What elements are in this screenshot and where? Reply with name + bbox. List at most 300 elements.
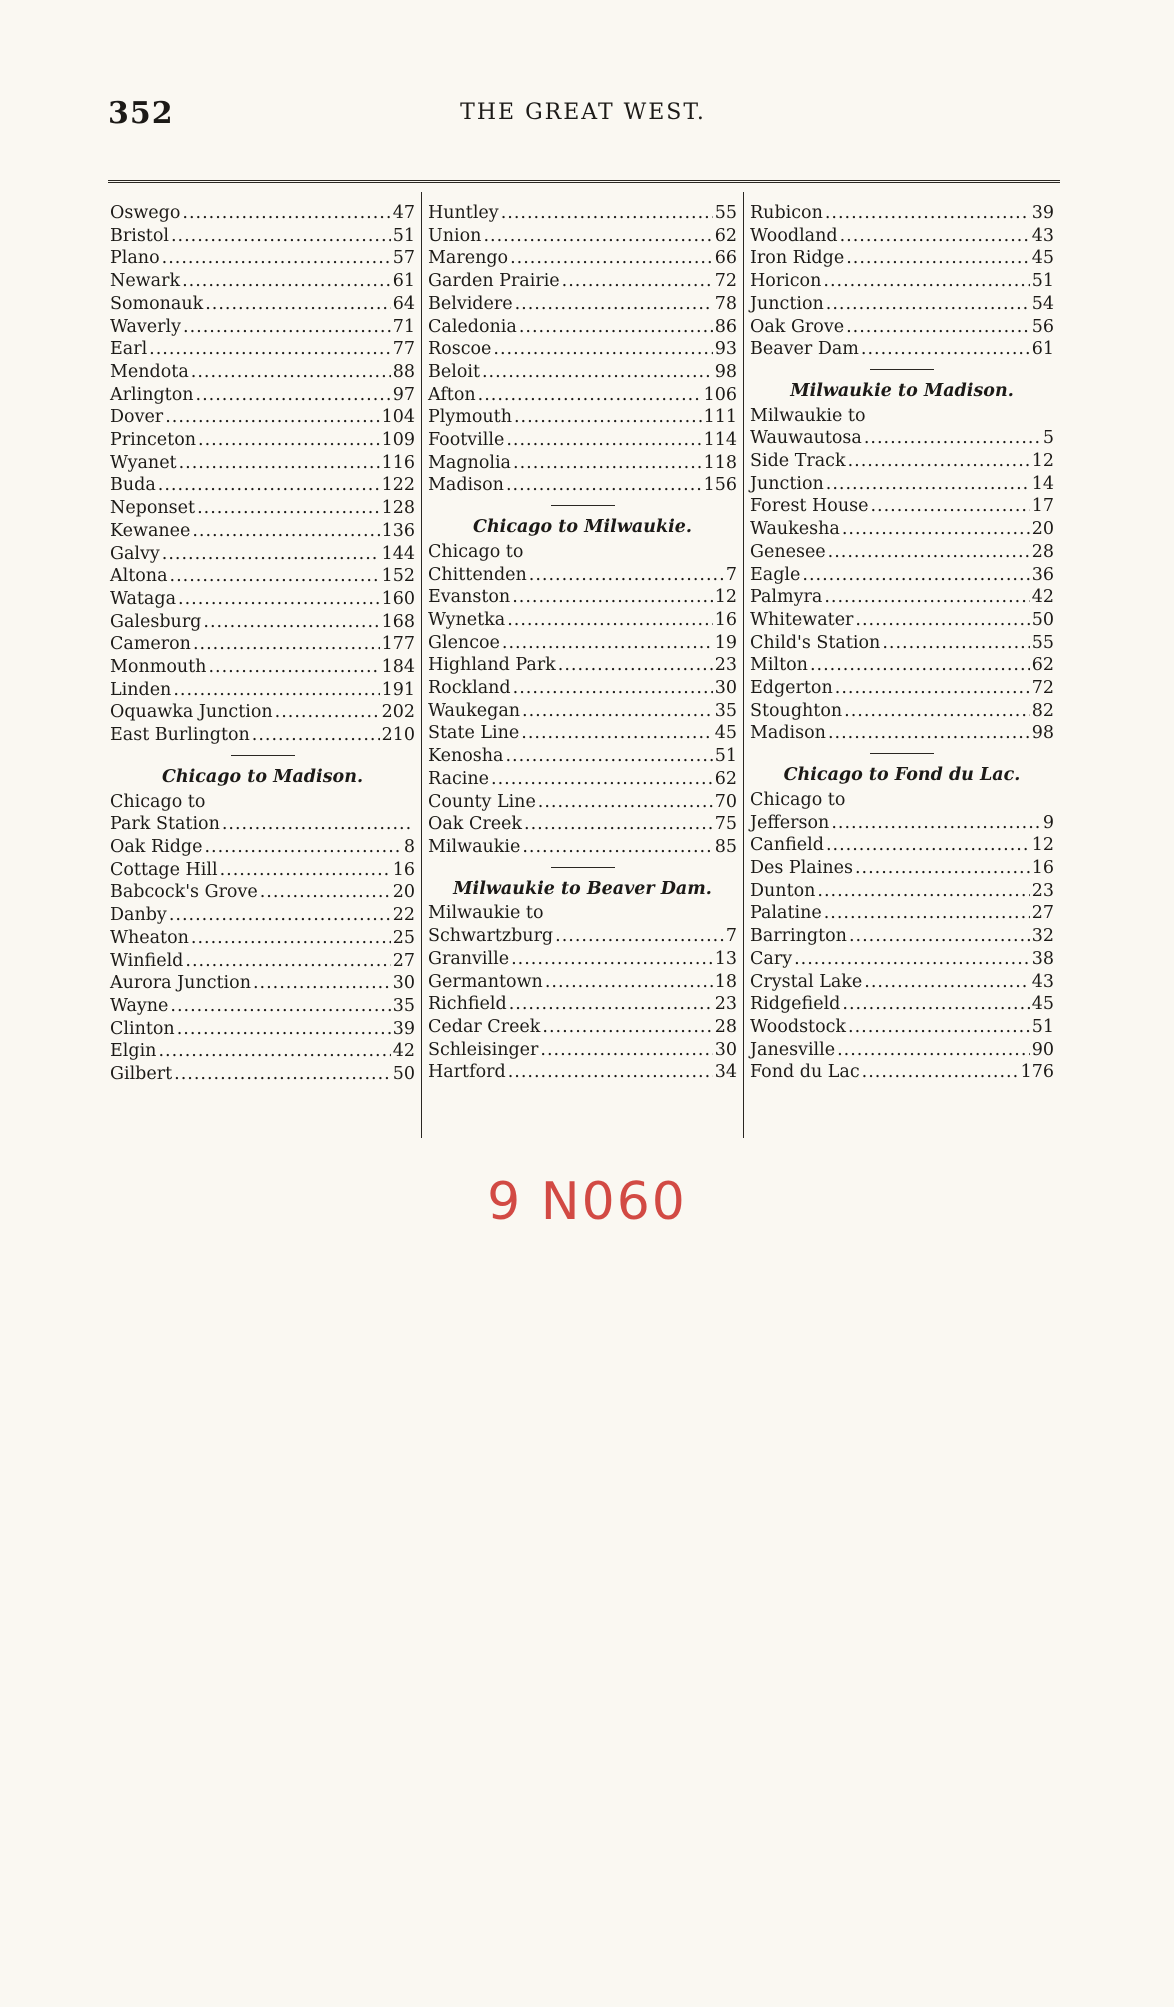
dot-leader <box>849 925 1030 948</box>
station-distance: 20 <box>392 882 415 903</box>
table-row <box>428 1061 737 1084</box>
station-name: Granville <box>428 948 510 969</box>
station-distance: 23 <box>1031 880 1054 901</box>
table-row <box>110 724 415 747</box>
station-distance: 27 <box>392 950 415 971</box>
station-name: Danby <box>110 905 167 926</box>
route-origin: Milwaukie to <box>750 405 866 426</box>
table-row <box>428 1016 737 1039</box>
table-row <box>428 384 737 407</box>
station-name: Palmyra <box>750 587 823 608</box>
station-distance: 55 <box>714 203 737 223</box>
dot-leader <box>158 474 380 497</box>
table-row <box>110 995 415 1018</box>
station-distance: 7 <box>725 926 737 947</box>
dot-leader <box>177 1018 391 1041</box>
table-row <box>110 270 415 293</box>
route-origin: Chicago to <box>750 789 846 810</box>
station-distance: 114 <box>703 430 737 451</box>
station-name: Plano <box>110 248 160 269</box>
station-name: Iron Ridge <box>750 248 845 269</box>
station-distance: 17 <box>1031 496 1054 517</box>
station-name: Kewanee <box>110 520 191 541</box>
dot-leader <box>842 518 1030 541</box>
table-row <box>428 971 737 994</box>
section-divider <box>870 369 934 370</box>
station-name: Neponset <box>110 498 196 519</box>
dot-leader <box>824 586 1029 609</box>
table-row <box>750 880 1054 903</box>
station-distance: 19 <box>714 632 737 653</box>
dot-leader <box>840 225 1030 248</box>
dot-leader <box>507 609 713 632</box>
dot-leader <box>855 857 1030 880</box>
station-name: Madison <box>428 475 504 496</box>
station-distance: 32 <box>1031 926 1054 947</box>
dot-leader <box>162 247 391 270</box>
station-distance: 55 <box>1031 632 1054 653</box>
station-distance: 85 <box>714 836 737 857</box>
station-name: Oak Creek <box>428 814 523 835</box>
station-name: Oswego <box>110 203 181 223</box>
dot-leader <box>208 656 379 679</box>
table-row <box>110 361 415 384</box>
distance-table <box>104 192 1060 1138</box>
station-distance: 42 <box>392 1041 415 1062</box>
station-name: Marengo <box>428 248 509 269</box>
dot-leader <box>170 565 380 588</box>
table-row <box>110 225 415 248</box>
table-row <box>110 565 415 588</box>
table-row <box>428 993 737 1016</box>
station-distance: 45 <box>1031 994 1054 1015</box>
station-distance: 136 <box>381 520 415 541</box>
station-name: Barrington <box>750 926 847 947</box>
station-name: Palatine <box>750 903 822 924</box>
dot-leader <box>222 813 413 836</box>
station-name: Evanston <box>428 587 511 608</box>
station-distance: 23 <box>714 655 737 676</box>
dot-leader <box>511 948 713 971</box>
table-row <box>110 338 415 361</box>
station-name: Oak Grove <box>750 316 845 337</box>
station-distance: 13 <box>714 948 737 969</box>
section-divider <box>551 505 615 506</box>
station-name: Plymouth <box>428 407 512 428</box>
table-row <box>110 520 415 543</box>
dot-leader <box>846 247 1030 270</box>
table-row <box>110 497 415 520</box>
station-name: Whitewater <box>750 609 854 630</box>
table-row <box>750 316 1054 339</box>
table-row <box>110 202 415 225</box>
table-row <box>750 654 1054 677</box>
station-distance: 62 <box>714 768 737 789</box>
station-distance: 51 <box>714 746 737 767</box>
dot-leader <box>197 497 380 520</box>
station-distance: 168 <box>381 611 415 632</box>
station-name: Mendota <box>110 361 189 382</box>
station-distance: 35 <box>714 700 737 721</box>
station-name: Forest House <box>750 496 869 517</box>
station-name: Crystal Lake <box>750 971 863 992</box>
station-distance: 38 <box>1031 948 1054 969</box>
station-distance: 122 <box>381 475 415 496</box>
station-distance: 191 <box>381 679 415 700</box>
station-name: Afton <box>428 384 476 405</box>
table-row <box>750 338 1054 361</box>
table-row <box>428 338 737 361</box>
station-name: Linden <box>110 679 172 700</box>
table-column-3 <box>744 192 1060 1138</box>
station-name: Beloit <box>428 361 480 382</box>
table-row <box>110 1040 415 1063</box>
station-distance: 72 <box>1031 678 1054 699</box>
dot-leader <box>864 971 1029 994</box>
station-distance: 56 <box>1031 316 1054 337</box>
dot-leader <box>510 247 713 270</box>
station-name: Bristol <box>110 225 169 246</box>
station-distance: 5 <box>1042 428 1054 449</box>
station-distance: 22 <box>392 905 415 926</box>
station-name: Woodland <box>750 225 838 246</box>
table-row <box>110 588 415 611</box>
station-name: Gilbert <box>110 1064 173 1085</box>
station-distance: 8 <box>403 836 415 857</box>
dot-leader <box>842 993 1029 1016</box>
table-row <box>110 950 415 973</box>
station-name: Eagle <box>750 564 801 585</box>
table-row <box>428 429 737 452</box>
table-row <box>750 225 1054 248</box>
dot-leader <box>817 880 1029 903</box>
dot-leader <box>522 836 712 859</box>
station-name: Side Track <box>750 451 846 472</box>
dot-leader <box>558 654 713 677</box>
table-row <box>428 677 737 700</box>
table-column-2 <box>422 192 744 1138</box>
station-name: Genesee <box>750 541 826 562</box>
dot-leader <box>275 701 380 724</box>
station-name: County Line <box>428 791 536 812</box>
station-name: Janesville <box>750 1039 836 1060</box>
table-row <box>110 881 415 904</box>
dot-leader <box>193 633 380 656</box>
dot-leader <box>203 611 379 634</box>
table-row <box>750 632 1054 655</box>
station-name: Wataga <box>110 588 177 609</box>
dot-leader <box>515 293 713 316</box>
station-distance: 88 <box>392 361 415 382</box>
station-name: Schwartzburg <box>428 926 554 947</box>
station-distance: 104 <box>381 407 415 428</box>
station-name: Chittenden <box>428 564 527 585</box>
station-name: Dunton <box>750 880 816 901</box>
station-name: Clinton <box>110 1018 175 1039</box>
route-title: Chicago to Fond du Lac. <box>783 765 1021 786</box>
dot-leader <box>824 902 1030 925</box>
station-name: Milwaukie <box>428 836 521 857</box>
table-row <box>428 813 737 836</box>
dot-leader <box>182 270 391 293</box>
table-row <box>110 972 415 995</box>
station-name: Richfield <box>428 994 507 1015</box>
dot-leader <box>861 338 1030 361</box>
station-name: Oquawka Junction <box>110 702 273 723</box>
station-distance: 184 <box>381 657 415 678</box>
station-distance: 43 <box>1031 225 1054 246</box>
station-name: Park Station <box>110 814 220 835</box>
station-distance: 30 <box>392 973 415 994</box>
dot-leader <box>826 473 1030 496</box>
table-row <box>428 836 737 859</box>
dot-leader <box>483 225 712 248</box>
station-name: Earl <box>110 339 148 360</box>
table-column-1 <box>104 192 422 1138</box>
station-name: Rockland <box>428 678 511 699</box>
station-distance: 75 <box>714 814 737 835</box>
station-name: Cottage Hill <box>110 859 218 880</box>
table-row <box>750 1016 1054 1039</box>
station-distance: 62 <box>1031 655 1054 676</box>
station-distance: 111 <box>703 407 737 428</box>
table-row <box>428 700 737 723</box>
station-name: Cedar Creek <box>428 1016 541 1037</box>
dot-leader <box>173 679 379 702</box>
table-row <box>110 701 415 724</box>
dot-leader <box>825 202 1030 225</box>
station-name: Aurora Junction <box>110 973 251 994</box>
station-name: Wheaton <box>110 927 189 948</box>
station-distance: 93 <box>714 339 737 360</box>
station-distance: 71 <box>392 316 415 337</box>
table-row <box>750 925 1054 948</box>
station-name: State Line <box>428 723 520 744</box>
dot-leader <box>482 361 713 384</box>
station-distance: 78 <box>714 293 737 314</box>
station-distance: 16 <box>714 609 737 630</box>
dot-leader <box>562 270 713 293</box>
dot-leader <box>183 316 391 339</box>
station-distance: 18 <box>714 971 737 992</box>
station-distance: 82 <box>1031 700 1054 721</box>
dot-leader <box>491 768 713 791</box>
station-name: Milton <box>750 655 808 676</box>
dot-leader <box>848 1016 1030 1039</box>
station-name: Edgerton <box>750 678 833 699</box>
dot-leader <box>831 812 1041 835</box>
station-distance: 16 <box>392 859 415 880</box>
table-row <box>428 948 737 971</box>
table-row <box>750 495 1054 518</box>
table-row <box>110 247 415 270</box>
table-row <box>110 611 415 634</box>
table-row <box>750 812 1054 835</box>
station-name: Galesburg <box>110 611 202 632</box>
station-name: Wauwautosa <box>750 428 862 449</box>
table-row <box>428 452 737 475</box>
table-row <box>428 586 737 609</box>
table-row <box>750 902 1054 925</box>
station-name: Wayne <box>110 995 169 1016</box>
dot-leader <box>165 406 379 429</box>
station-name: Galvy <box>110 543 160 564</box>
station-distance: 36 <box>1031 564 1054 585</box>
dot-leader <box>174 1063 391 1086</box>
station-name: Junction <box>750 293 824 314</box>
table-row <box>428 225 737 248</box>
station-distance: 12 <box>714 587 737 608</box>
station-distance: 7 <box>725 564 737 585</box>
dot-leader <box>196 384 391 407</box>
station-name: Jefferson <box>750 812 830 833</box>
dot-leader <box>501 202 713 225</box>
table-row <box>750 1039 1054 1062</box>
station-distance: 66 <box>714 248 737 269</box>
station-name: Cameron <box>110 634 191 655</box>
dot-leader <box>882 632 1029 655</box>
station-distance: 118 <box>703 452 737 473</box>
table-row <box>750 834 1054 857</box>
table-row <box>110 429 415 452</box>
station-distance: 210 <box>381 725 415 746</box>
dot-leader <box>191 361 391 384</box>
station-name: Princeton <box>110 430 197 451</box>
station-distance: 39 <box>392 1018 415 1039</box>
station-distance: 35 <box>392 995 415 1016</box>
table-row <box>110 656 415 679</box>
table-row <box>750 677 1054 700</box>
running-title: THE GREAT WEST. <box>460 100 706 125</box>
dot-leader <box>802 564 1029 587</box>
table-row <box>750 993 1054 1016</box>
dot-leader <box>513 452 702 475</box>
station-distance: 45 <box>714 723 737 744</box>
table-row <box>428 654 737 677</box>
library-stamp: 9 N060 <box>487 1172 687 1232</box>
table-row <box>110 316 415 339</box>
dot-leader <box>823 270 1029 293</box>
table-row <box>750 541 1054 564</box>
station-name: Huntley <box>428 203 499 223</box>
table-row <box>110 679 415 702</box>
table-row <box>750 1061 1054 1084</box>
station-distance: 57 <box>392 248 415 269</box>
table-row <box>428 361 737 384</box>
station-distance: 156 <box>703 475 737 496</box>
route-origin: Chicago to <box>428 541 524 562</box>
route-title: Milwaukie to Beaver Dam. <box>453 878 712 899</box>
station-name: Belvidere <box>428 293 513 314</box>
table-row <box>428 406 737 429</box>
table-row <box>750 202 1054 225</box>
station-name: Monmouth <box>110 657 207 678</box>
station-name: Dover <box>110 407 164 428</box>
station-distance: 61 <box>392 271 415 292</box>
dot-leader <box>862 1061 1019 1084</box>
station-distance: 152 <box>381 566 415 587</box>
dot-leader <box>182 202 390 225</box>
station-name: Wynetka <box>428 609 506 630</box>
table-row <box>750 722 1054 745</box>
dot-leader <box>513 677 713 700</box>
dot-leader <box>220 859 391 882</box>
table-row <box>750 971 1054 994</box>
table-row <box>110 406 415 429</box>
table-row <box>750 270 1054 293</box>
dot-leader <box>198 429 380 452</box>
station-name: Newark <box>110 271 181 292</box>
dot-leader <box>170 995 390 1018</box>
table-row <box>110 904 415 927</box>
station-distance: 54 <box>1031 293 1054 314</box>
dot-leader <box>542 1016 712 1039</box>
station-distance: 16 <box>1031 857 1054 878</box>
station-name: Ridgefield <box>750 994 841 1015</box>
table-row <box>750 857 1054 880</box>
station-distance: 61 <box>1031 339 1054 360</box>
dot-leader <box>545 971 713 994</box>
station-distance: 97 <box>392 384 415 405</box>
table-row <box>750 473 1054 496</box>
dot-leader <box>835 677 1030 700</box>
station-distance: 14 <box>1031 473 1054 494</box>
table-row <box>110 836 415 859</box>
station-name: Hartford <box>428 1062 506 1083</box>
top-rule <box>108 180 1060 183</box>
table-row <box>750 518 1054 541</box>
station-distance: 30 <box>714 678 737 699</box>
dot-leader <box>478 384 702 407</box>
station-distance: 34 <box>714 1062 737 1083</box>
station-distance: 86 <box>714 316 737 337</box>
station-name: Waukesha <box>750 519 840 540</box>
table-row <box>428 1039 737 1062</box>
station-distance: 98 <box>1031 723 1054 744</box>
dot-leader <box>519 316 713 339</box>
dot-leader <box>828 722 1030 745</box>
station-name: Canfield <box>750 835 824 856</box>
station-name: Buda <box>110 475 156 496</box>
station-distance: 20 <box>1031 519 1054 540</box>
table-row <box>110 474 415 497</box>
dot-leader <box>828 541 1030 564</box>
station-name: Garden Prairie <box>428 271 560 292</box>
dot-leader <box>512 586 713 609</box>
station-name: Union <box>428 225 482 246</box>
station-name: Des Plaines <box>750 857 853 878</box>
table-row <box>428 316 737 339</box>
station-distance: 42 <box>1031 587 1054 608</box>
station-distance: 106 <box>703 384 737 405</box>
station-name: Glencoe <box>428 632 500 653</box>
section-divider <box>231 755 295 756</box>
station-name: East Burlington <box>110 725 250 746</box>
dot-leader <box>864 427 1041 450</box>
station-distance: 23 <box>714 994 737 1015</box>
dot-leader <box>529 564 724 587</box>
dot-leader <box>794 948 1030 971</box>
table-row <box>428 474 737 497</box>
dot-leader <box>540 1039 712 1062</box>
station-distance: 43 <box>1031 971 1054 992</box>
dot-leader <box>191 927 391 950</box>
station-name: Caledonia <box>428 316 517 337</box>
station-name: Child's Station <box>750 632 881 653</box>
table-row <box>428 768 737 791</box>
station-distance: 12 <box>1031 835 1054 856</box>
table-row <box>110 452 415 475</box>
